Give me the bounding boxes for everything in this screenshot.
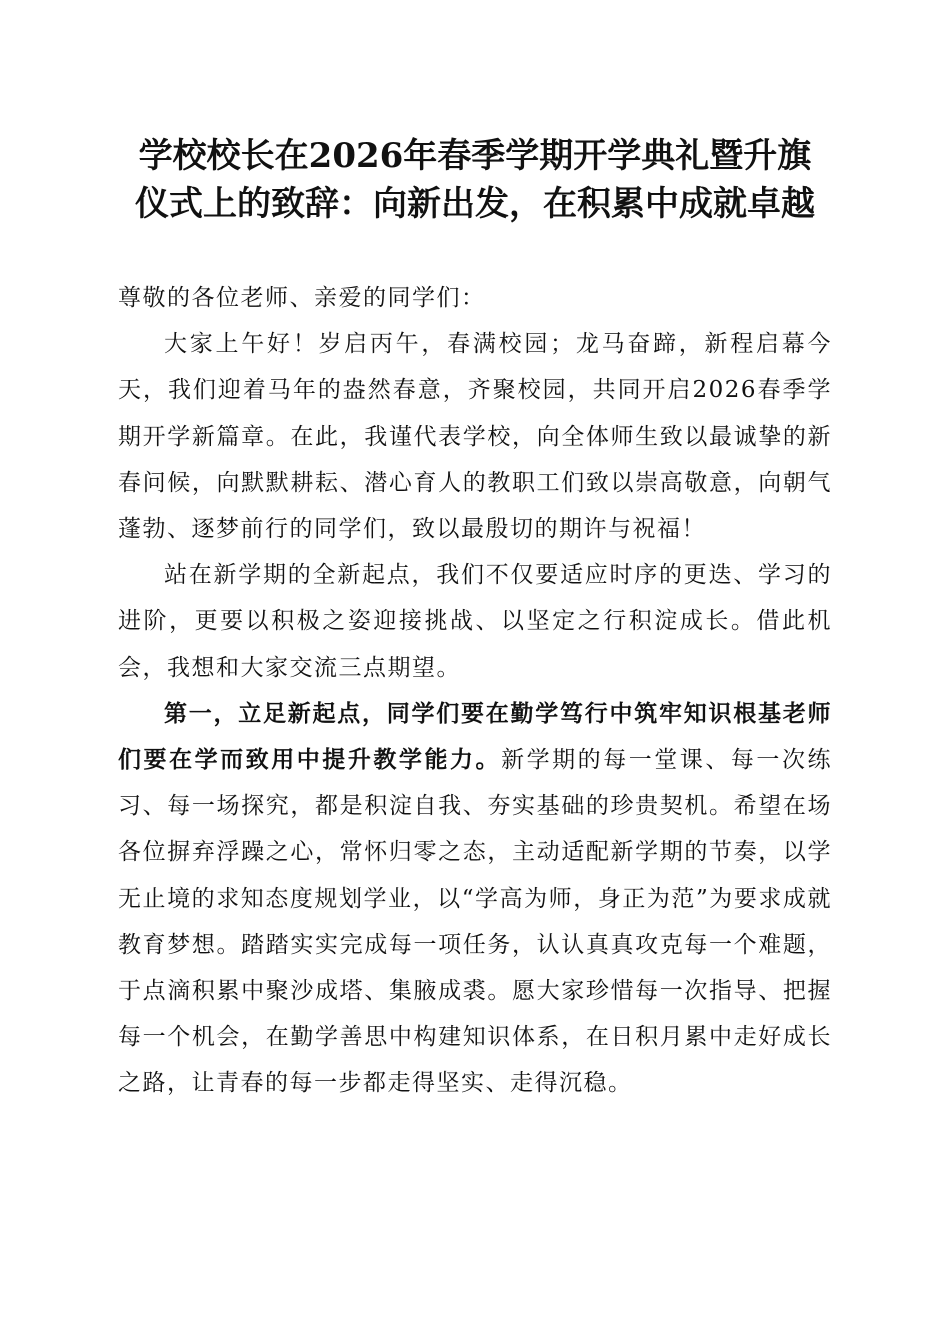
paragraph-lead: 第一，立足新起点，同学们要在勤学笃行中筑牢知识根基老师们要在学而致用中提升教学能力。 [118,699,832,774]
paragraph-first-point [118,691,832,1107]
paragraph-intro [118,552,832,691]
document-body [118,275,832,1107]
paragraph-text: 大家上午好！岁启丙午，春满校园；龙马奋蹄，新程启幕今天，我们迎着马年的盎然春意，齐聚校园，共同开启2026春季学期开学新篇章。在此，我谨代表学校，向全体师生致以最诚挚的新春问候，向默默耕耘、潜心育人的教职工们致以崇高敬意，向朝气蓬勃、逐梦前行的同学们，致以最殷切的期许与祝福！ [118,331,832,543]
paragraph-text: 新学期的每一堂课、每一次练习、每一场探究，都是积淀自我、夯实基础的珍贵契机。希望在场各位摒弃浮躁之心，常怀归零之态，主动适配新学期的节奏，以学无止境的求知态度规划学业，以“学高为师，身正为范”为要求成就教育梦想。踏踏实实完成每一项任务，认认真真攻克每一个难题，于点滴积累中聚沙成塔、集腋成裘。愿大家珍惜每一次指导、把握每一个机会，在勤学善思中构建知识体系，在日积月累中走好成长之路，让青春的每一步都走得坚实、走得沉稳。 [118,747,833,1097]
document-title [118,132,832,228]
salutation: 尊敬的各位老师、亲爱的同学们： [118,285,486,311]
paragraph-greeting [118,321,832,552]
title-line-1: 学校校长在2026年春季学期开学典礼暨升旗 [138,136,812,176]
title-line-2: 仪式上的致辞：向新出发，在积累中成就卓越 [135,184,815,224]
paragraph-text: 站在新学期的全新起点，我们不仅要适应时序的更迭、学习的进阶，更要以积极之姿迎接挑战、以坚定之行积淀成长。借此机会，我想和大家交流三点期望。 [118,562,832,681]
